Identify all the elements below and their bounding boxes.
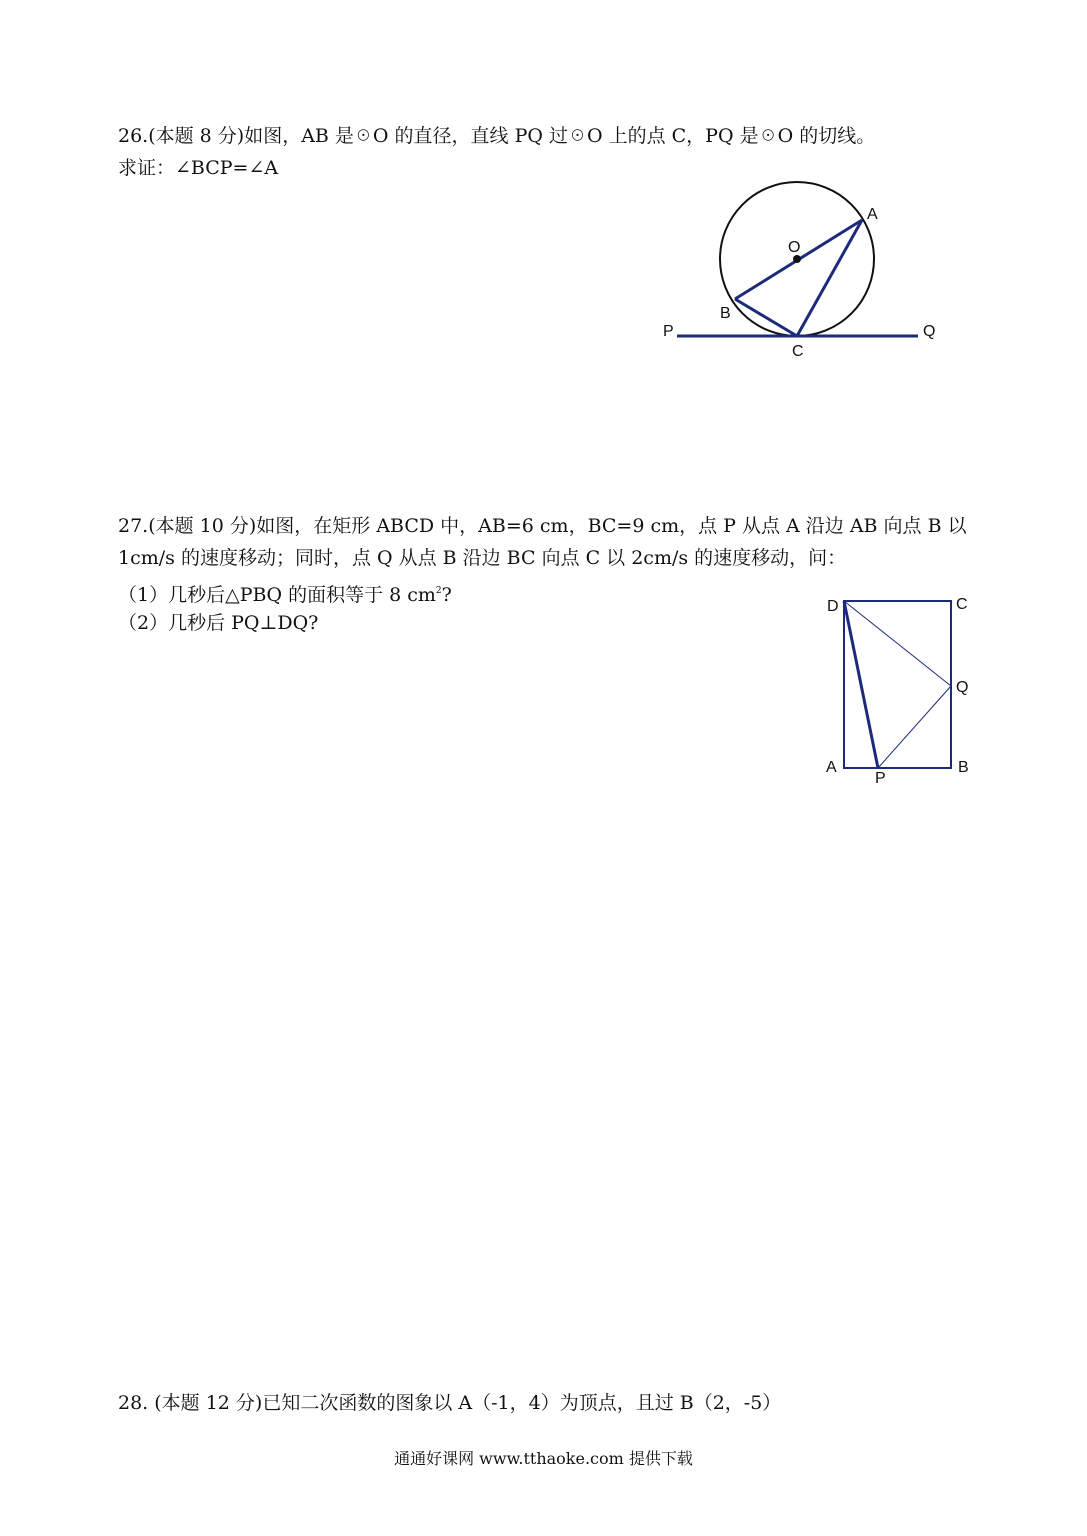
label-q: Q [956,679,969,696]
q27-part1 [118,579,452,607]
q27-line1: 27.(本题 10 分)如图，在矩形 ABCD 中，AB=6 cm，BC=9 cm，点 P 从点 A 沿边 AB 向点 B 以 [118,515,967,537]
label-b: B [720,305,731,322]
label-a: A [826,759,837,776]
label-d: D [827,598,839,615]
q27-rectangle-figure [820,590,980,790]
segment-dp [844,601,878,768]
label-o: O [788,239,801,256]
q28-line1: 28. (本题 12 分)已知二次函数的图象以 A（-1，4）为顶点，且过 B（2，-5） [118,1392,782,1414]
q27-part1-superscript: 2 [435,586,442,596]
q27-part2: （2）几秒后 PQ⊥DQ? [118,612,319,634]
label-p: P [875,770,886,787]
label-b: B [958,759,969,776]
q26-line2: 求证：∠BCP=∠A [118,157,279,179]
label-q: Q [923,323,936,340]
page-footer: 通通好课网 www.tthaoke.com 提供下载 [394,1449,693,1468]
q26-circle-figure [655,175,955,365]
q27-line2: 1cm/s 的速度移动；同时，点 Q 从点 B 沿边 BC 向点 C 以 2cm/s 的速度移动，问： [118,547,847,569]
q26-line1: 26.(本题 8 分)如图，AB 是☉O 的直径，直线 PQ 过☉O 上的点 C，PQ 是☉O 的切线。 [118,125,876,147]
q27-part1-end: ? [441,584,452,606]
label-p: P [663,323,674,340]
segment-pq [878,686,951,768]
label-c: C [956,596,968,613]
segment-ac [797,220,862,336]
q27-part1-text: （1）几秒后△PBQ 的面积等于 8 cm [118,584,436,606]
label-c: C [792,343,804,360]
label-a: A [867,206,878,223]
center-point-o [793,255,801,263]
